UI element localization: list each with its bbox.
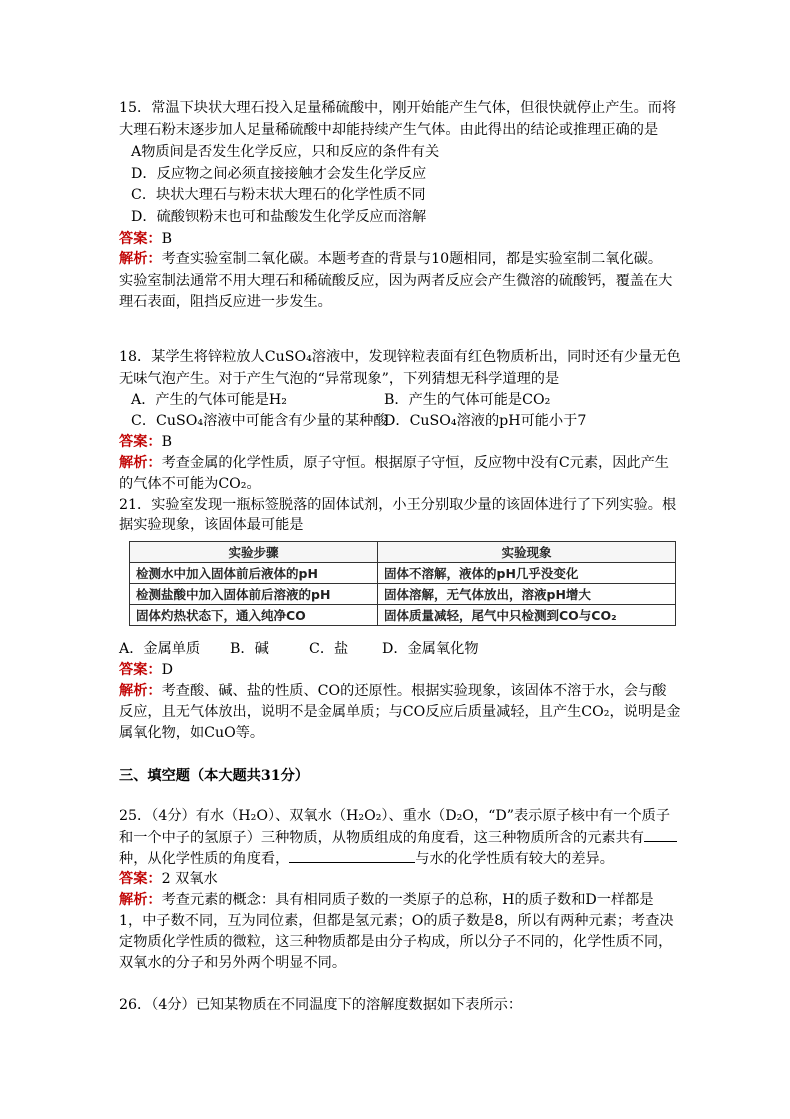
- q21-option-b: B．碱: [230, 641, 269, 657]
- q21-explanation-line3: 属氧化物，如CuO等。: [119, 725, 265, 741]
- explanation-label: 解析：: [119, 892, 162, 908]
- q15-option-a: A物质间是否发生化学反应，只和反应的条件有关: [131, 144, 440, 160]
- q15-option-b: D．反应物之间必须直接接触才会发生化学反应: [131, 166, 427, 182]
- q25-explanation-line2: 1，中子数不同，互为同位素，但都是氢元素；O的质子数是8，所以有两种元素；考查决: [119, 913, 674, 929]
- table-header-cell: 实验步骤: [130, 542, 378, 563]
- table-header-cell: 实验现象: [378, 542, 676, 563]
- q18-option-d: D．CuSO₄溶液的pH可能小于7: [384, 413, 587, 429]
- q25-explanation-line3: 定物质化学性质的微粒，这三种物质都是由分子构成，所以分子不同的，化学性质不同，: [119, 934, 673, 950]
- q25-stem-text: 和一个中子的氢原子）三种物质，从物质组成的角度看，这三种物质所含的元素共有: [119, 830, 644, 846]
- explanation-text: 考查实验室制二氧化碳。本题考查的背景与10题相同，都是实验室制二氧化碳。: [161, 251, 663, 267]
- q25-stem-line3: [119, 848, 614, 870]
- q18-stem-line1: 18．某学生将锌粒放人CuSO₄溶液中，发现锌粒表面有红色物质析出，同时还有少量无色: [119, 349, 681, 365]
- explanation-text: 考查金属的化学性质，原子守恒。根据原子守恒，反应物中没有C元素，因此产生: [161, 455, 669, 471]
- q21-stem-line1: 21．实验室发现一瓶标签脱落的固体试剂，小王分别取少量的该固体进行了下列实验。根: [119, 497, 677, 513]
- explanation-text: 考查酸、碱、盐的性质、CO的还原性。根据实验现象，该固体不溶于水，会与酸: [161, 683, 667, 699]
- q21-option-a: A．金属单质: [119, 641, 201, 657]
- q25-explanation-line4: 双氧水的分子和另外两个明显不同。: [119, 955, 347, 971]
- q25-explanation-line1: [119, 889, 654, 911]
- q15-stem-line1: 15．常温下块状大理石投入足量稀硫酸中，刚开始能产生气体，但很快就停止产生。而将: [119, 100, 677, 116]
- answer-label: 答案：: [119, 662, 162, 678]
- q26-stem-line1: 26．（4分）已知某物质在不同温度下的溶解度数据如下表所示：: [119, 997, 523, 1013]
- q18-option-b: B．产生的气体可能是CO₂: [384, 392, 551, 408]
- experiment-table: [129, 541, 676, 626]
- q25-stem-line1: 25．（4分）有水（H₂O）、双氧水（H₂O₂）、重水（D₂O，“D”表示原子核中有一个质子: [119, 808, 671, 824]
- table-row: [130, 563, 676, 584]
- q15-answer: [119, 228, 172, 250]
- q21-answer: [119, 659, 173, 681]
- table-cell: 固体灼热状态下，通入纯净CO: [130, 605, 378, 626]
- section-title: 三、填空题（本大题共31分）: [119, 768, 309, 784]
- q18-option-c: C．CuSO₄溶液中可能含有少量的某种酸: [131, 413, 388, 429]
- answer-value: B: [161, 434, 173, 450]
- table-cell: 固体不溶解，液体的pH几乎没变化: [378, 563, 676, 584]
- q15-option-d: D．硫酸钡粉末也可和盐酸发生化学反应而溶解: [131, 209, 427, 225]
- q15-stem-line2: 大理石粉末逐步加人足量稀硫酸中却能持续产生气体。由此得出的结论或推理正确的是: [119, 122, 659, 138]
- q15-explanation-line2: 实验室制法通常不用大理石和稀硫酸反应，因为两者反应会产生微溶的硫酸钙，覆盖在大: [119, 273, 673, 289]
- explanation-label: 解析：: [119, 683, 162, 699]
- table-cell: 固体质量减轻，尾气中只检测到CO与CO₂: [378, 605, 676, 626]
- q21-stem-line2: 据实验现象，该固体最可能是: [119, 517, 304, 533]
- answer-label: 答案：: [119, 231, 162, 247]
- table-row: [130, 605, 676, 626]
- q25-stem-text: 与水的化学性质有较大的差异。: [415, 851, 614, 867]
- table-cell: 固体溶解，无气体放出，溶液pH增大: [378, 584, 676, 605]
- q25-stem-line2: [119, 827, 677, 849]
- q21-option-c: C．盐: [309, 641, 349, 657]
- q21-explanation-line1: [119, 680, 666, 702]
- q15-option-c: C．块状大理石与粉末状大理石的化学性质不同: [131, 187, 426, 203]
- answer-value: B: [161, 231, 173, 247]
- q18-explanation-line1: [119, 452, 669, 474]
- table-cell: 检测水中加入固体前后液体的pH: [130, 563, 378, 584]
- table-row: [130, 584, 676, 605]
- q18-option-a: A．产生的气体可能是H₂: [131, 392, 287, 408]
- q21-explanation-line2: 反应，且无气体放出，说明不是金属单质；与CO反应后质量减轻，且产生CO₂，说明是金: [119, 704, 681, 720]
- answer-blank[interactable]: [644, 827, 677, 842]
- q15-explanation-line1: [119, 248, 662, 270]
- q25-stem-text: 种，从化学性质的角度看，: [119, 851, 290, 867]
- answer-value: 2 双氧水: [161, 871, 218, 887]
- q25-answer: [119, 868, 218, 890]
- answer-value: D: [161, 662, 173, 678]
- q18-answer: [119, 431, 172, 453]
- explanation-label: 解析：: [119, 455, 162, 471]
- q15-explanation-line3: 理石表面，阻挡反应进一步发生。: [119, 294, 332, 310]
- q21-option-d: D．金属氧化物: [382, 641, 479, 657]
- answer-label: 答案：: [119, 434, 162, 450]
- table-header-row: [130, 542, 676, 563]
- table-cell: 检测盐酸中加入固体前后溶液的pH: [130, 584, 378, 605]
- answer-label: 答案：: [119, 871, 162, 887]
- explanation-label: 解析：: [119, 251, 162, 267]
- explanation-text: 考查元素的概念：具有相同质子数的一类原子的总称，H的质子数和D一样都是: [161, 892, 654, 908]
- q18-stem-line2: 无味气泡产生。对于产生气泡的“异常现象”，下列猜想无科学道理的是: [119, 371, 560, 387]
- q18-explanation-line2: 的气体不可能为CO₂。: [119, 476, 261, 492]
- answer-blank[interactable]: [289, 848, 415, 863]
